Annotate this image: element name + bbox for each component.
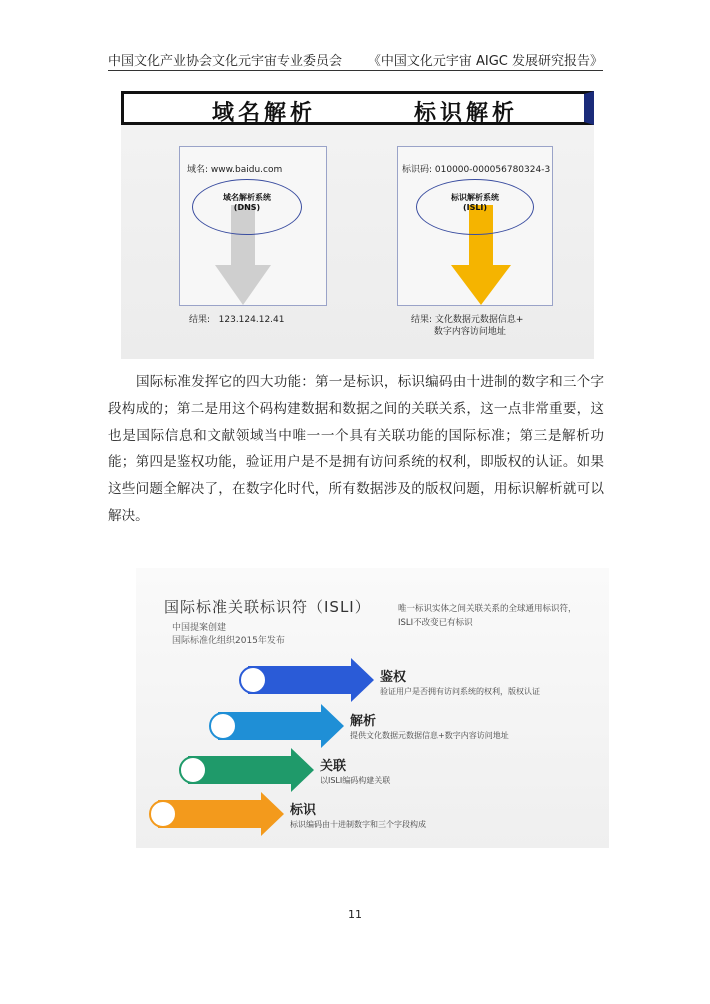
dns-panel <box>179 146 327 306</box>
stage-label-resolve: 解析 <box>350 714 377 729</box>
figure-resolution-comparison <box>121 91 594 359</box>
isli-panel <box>397 146 553 306</box>
stage-desc-auth: 验证用户是否拥有访问系统的权利，版权认证 <box>380 687 540 696</box>
figure-banner <box>121 91 594 125</box>
isli-result-label: 结果: <box>411 315 433 325</box>
isli-subtitle-1: 中国提案创建 <box>172 623 227 633</box>
isli-system-ellipse <box>416 179 534 235</box>
figure-isli-functions <box>136 568 609 848</box>
page-header <box>108 48 603 71</box>
isli-result-line1: 文化数据元数据信息+ <box>434 315 524 325</box>
stage-label-auth: 鉴权 <box>380 670 407 685</box>
stage-arrows <box>136 568 609 848</box>
isli-system-abbr: (ISLI) <box>462 203 488 212</box>
dns-system-ellipse <box>192 179 302 235</box>
info-icon <box>149 800 177 828</box>
page-number: 11 <box>348 908 362 921</box>
isli-description: 唯一标识实体之间关联关系的全球通用标识符，ISLI不改变已有标识 <box>398 604 577 628</box>
isli-result-line2: 数字内容访问地址 <box>433 327 506 337</box>
body-paragraph: 国际标准发挥它的四大功能：第一是标识，标识编码由十进制的数字和三个字段构成的；第二是用这个码构建数据和数据之间的关联关系，这一点非常重要，这也是国际信息和文献领域当中唯一一个具有关联功能的国际标准；第三是解析功能；第四是鉴权功能，验证用户是不是拥有访问系统的权利，即版权的认证。如果这些问题全解决了，在数字化时代，所有数据涉及的版权问题，用标识解析就可以解决。 <box>108 374 604 524</box>
dns-system-abbr: (DNS) <box>233 203 261 212</box>
stage-label-id: 标识 <box>290 803 317 818</box>
question-icon <box>179 756 207 784</box>
user-icon <box>209 712 237 740</box>
header-right: 《中国文化元宇宙 AIGC 发展研究报告》 <box>367 54 603 69</box>
dns-result-value: 123.124.12.41 <box>218 315 285 325</box>
dns-system-name: 域名解析系统 <box>223 193 271 202</box>
stage-desc-resolve: 提供文化数据元数据信息+数字内容访问地址 <box>350 731 509 740</box>
header-left: 中国文化产业协会文化元宇宙专业委员会 <box>108 54 343 69</box>
isli-figure-title: 国际标准关联标识符（ISLI） <box>164 598 371 616</box>
sun-icon <box>239 666 267 694</box>
isli-id-code: 标识码: 010000-000056780324-3 <box>402 165 551 175</box>
banner-right-title: 标识解析 <box>414 100 519 126</box>
stage-label-link: 关联 <box>320 759 347 774</box>
banner-left-title: 域名解析 <box>212 100 317 126</box>
stage-desc-link: 以ISLI编码构建关联 <box>320 776 391 785</box>
isli-system-name: 标识解析系统 <box>451 193 499 202</box>
isli-result <box>411 314 523 338</box>
dns-domain: 域名: www.baidu.com <box>187 165 283 175</box>
stage-desc-id: 标识编码由十进制数字和三个字段构成 <box>290 820 426 829</box>
dns-result <box>189 314 284 326</box>
dns-result-label: 结果: <box>189 315 211 325</box>
isli-subtitle-2: 国际标准化组织2015年发布 <box>172 636 285 646</box>
